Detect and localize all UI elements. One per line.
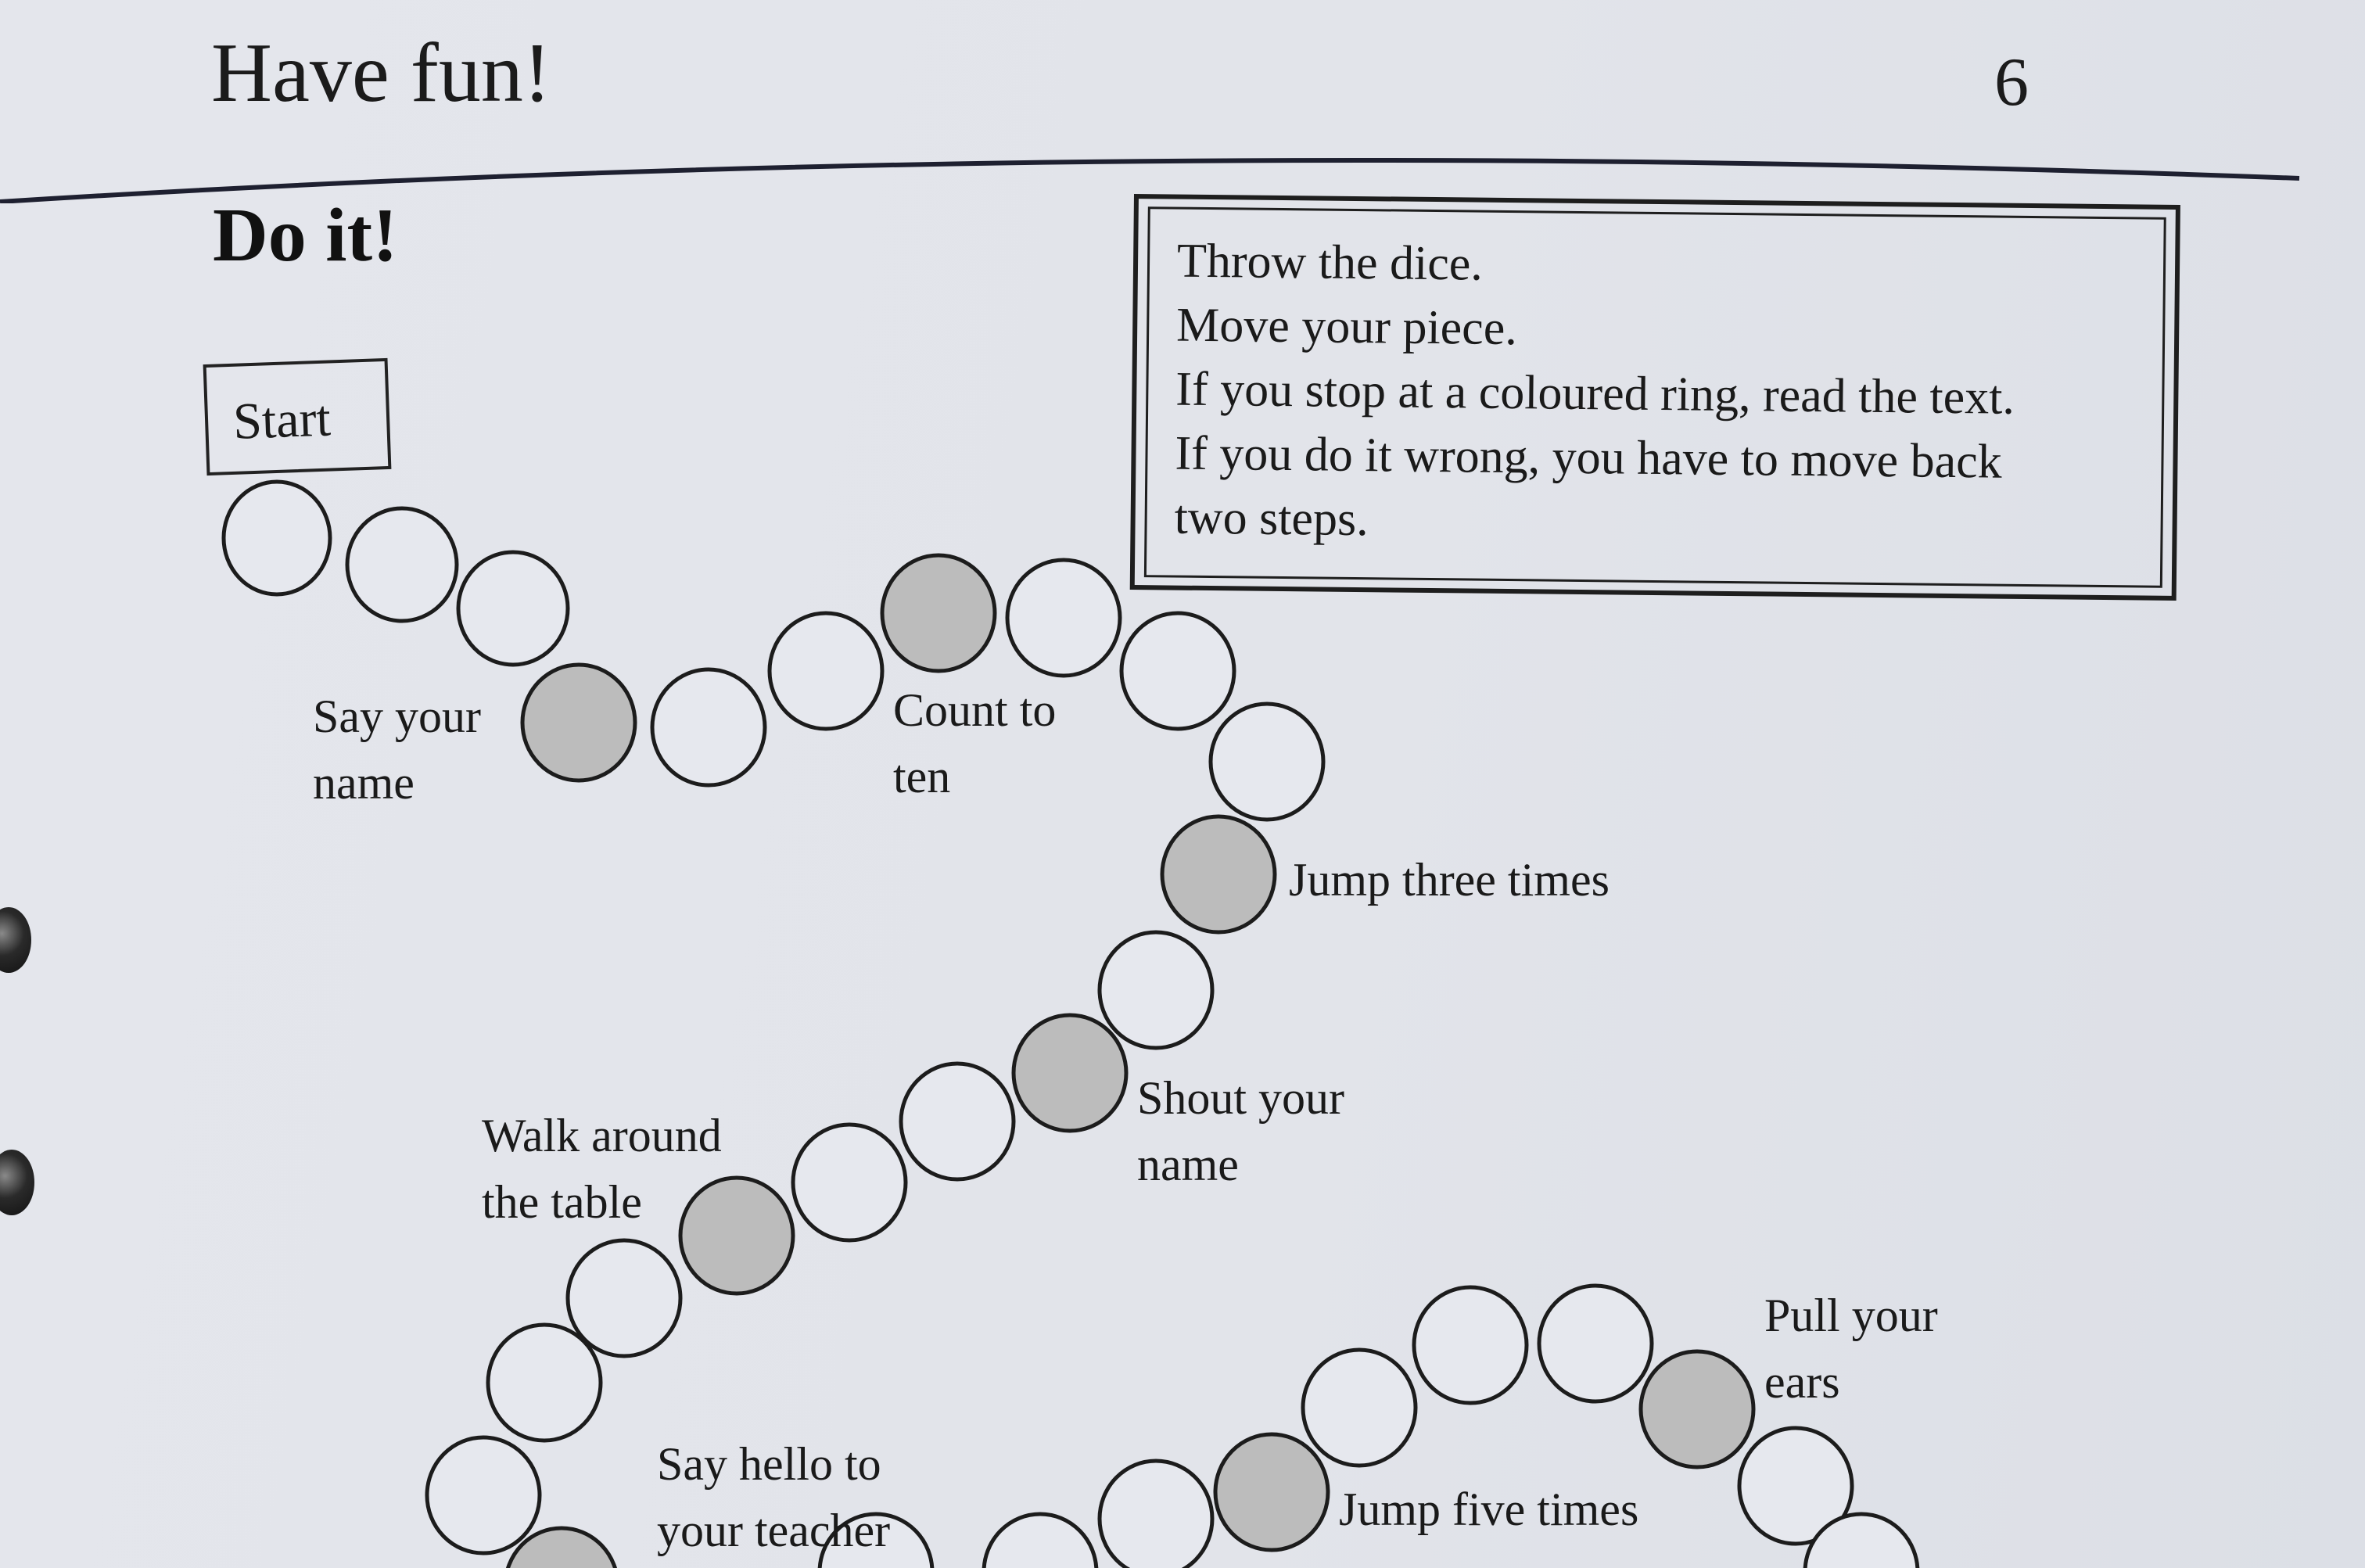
action-label-count-to-ten: Count to ten <box>893 684 1057 802</box>
instruction-line: two steps. <box>1174 490 1369 547</box>
plain-ring-space <box>1007 560 1120 676</box>
action-label-shout-your-name: Shout your name <box>1137 1072 1345 1190</box>
plain-ring-space <box>770 613 882 729</box>
coloured-ring-space <box>882 555 995 671</box>
plain-ring-space <box>488 1325 601 1441</box>
plain-ring-space <box>224 482 330 594</box>
plain-ring-space <box>652 669 765 785</box>
action-label-jump-three-times: Jump three times <box>1289 854 1610 906</box>
plain-ring-space <box>427 1437 540 1553</box>
page-title: Have fun! <box>211 27 551 120</box>
plain-ring-space <box>347 508 457 621</box>
coloured-ring-space <box>1215 1434 1328 1550</box>
plain-ring-space <box>793 1125 906 1240</box>
action-label-walk-around-the-table: Walk around the table <box>482 1110 722 1228</box>
instruction-line: Move your piece. <box>1175 298 1518 356</box>
start-label: Start <box>231 389 332 450</box>
plain-ring-space <box>1211 704 1323 820</box>
coloured-ring-space <box>1641 1351 1753 1467</box>
plain-ring-space <box>1100 932 1212 1048</box>
coloured-ring-space <box>1162 816 1275 932</box>
plain-ring-space <box>1414 1287 1527 1403</box>
action-label-say-your-name: Say your name <box>313 691 481 809</box>
action-label-jump-five-times: Jump five times <box>1339 1484 1639 1535</box>
instruction-line: Throw the dice. <box>1176 234 1484 291</box>
plain-ring-space <box>1100 1461 1212 1568</box>
plain-ring-space <box>984 1514 1096 1568</box>
plain-ring-space <box>458 552 568 665</box>
section-heading: Do it! <box>213 193 398 278</box>
action-label-say-hello-to-your-teacher: Say hello to your teacher <box>657 1438 891 1556</box>
coloured-ring-space <box>522 665 635 780</box>
instruction-line: If you do it wrong, you have to move back <box>1175 426 2003 489</box>
plain-ring-space <box>568 1240 680 1356</box>
coloured-ring-space <box>1014 1015 1126 1131</box>
plain-ring-space <box>1303 1350 1416 1466</box>
plain-ring-space <box>1121 613 1234 729</box>
action-label-pull-your-ears: Pull your ears <box>1764 1290 1938 1408</box>
instruction-line: If you stop at a coloured ring, read the text. <box>1175 362 2015 425</box>
page-number: 6 <box>1994 45 2029 120</box>
plain-ring-space <box>901 1064 1014 1179</box>
plain-ring-space <box>1539 1286 1652 1401</box>
